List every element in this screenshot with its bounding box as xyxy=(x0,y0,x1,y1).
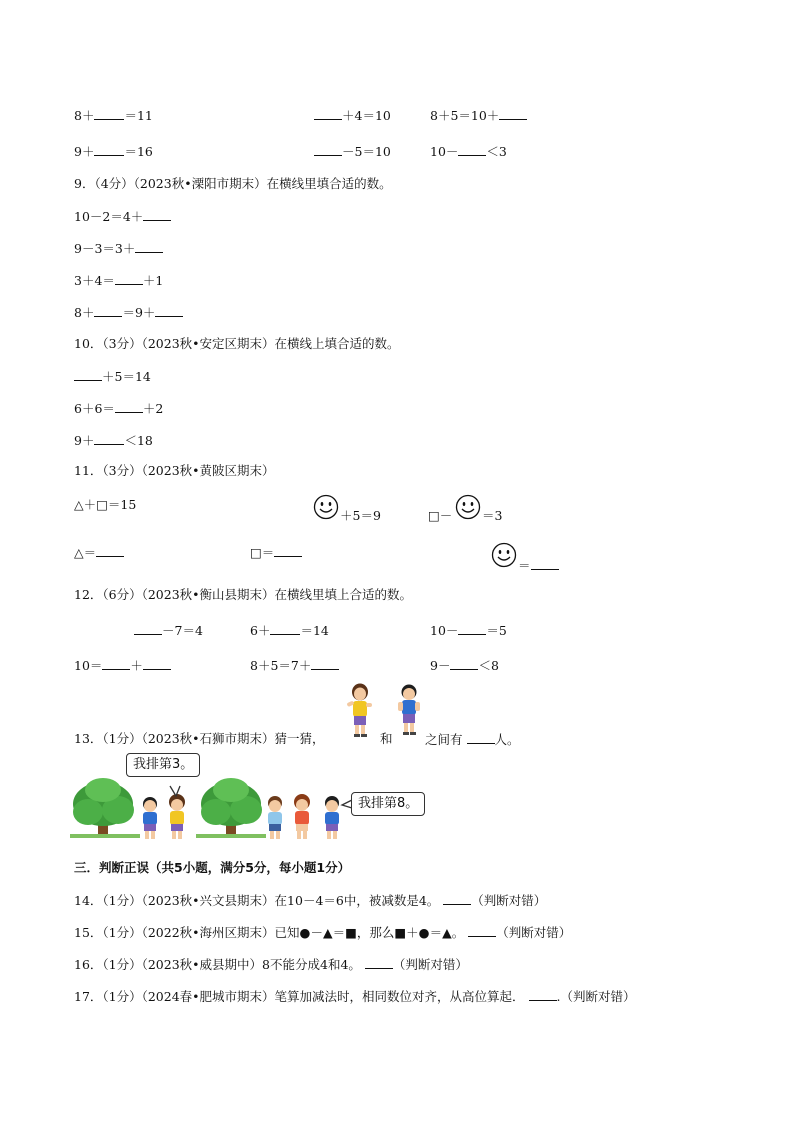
answer-blank[interactable] xyxy=(467,731,495,744)
answer-blank[interactable] xyxy=(115,400,143,413)
top-eq-6: 10－ ＜3 xyxy=(430,144,507,159)
speech-bubble-3: 我排第3。 xyxy=(126,753,200,777)
answer-blank[interactable] xyxy=(314,143,342,156)
answer-blank[interactable] xyxy=(74,368,102,381)
q14: 14．（1分）（2023秋•兴文县期末）在10－4＝6中，被减数是4。 （判断对错） xyxy=(74,893,547,908)
q10-eq-2: 6＋6＝ ＋2 xyxy=(74,401,164,416)
q11-title: 11．（3分）（2023秋•黄陂区期末） xyxy=(74,463,275,478)
queue-illustration xyxy=(70,752,450,844)
q12-title: 12．（6分）（2023秋•衡山县期末）在横线里填上合适的数。 xyxy=(74,587,413,602)
answer-blank[interactable] xyxy=(499,107,527,120)
answer-blank[interactable] xyxy=(94,107,124,120)
q12-eq-1: －7＝4 xyxy=(134,622,203,639)
answer-blank[interactable] xyxy=(94,304,122,317)
answer-blank[interactable] xyxy=(94,432,124,445)
q9-eq-1: 10－2＝4＋ xyxy=(74,208,171,225)
q11-ans-1: △＝ xyxy=(74,544,124,561)
q9-eq-3: 3＋4＝ ＋1 xyxy=(74,273,164,288)
q11-eq-2: ＋5＝9 xyxy=(340,508,381,523)
top-eq-3: 8＋5＝10＋ xyxy=(430,107,527,124)
answer-blank[interactable] xyxy=(450,657,478,670)
answer-blank[interactable] xyxy=(115,272,143,285)
q11-eq-3a: □－ xyxy=(428,508,453,523)
section-heading: 三．判断正误（共5小题，满分5分，每小题1分） xyxy=(74,860,351,875)
top-eq-1: 8＋ ＝11 xyxy=(74,108,153,123)
q11-eq-3b: ＝3 xyxy=(482,508,503,523)
answer-blank[interactable] xyxy=(96,544,124,557)
answer-blank[interactable] xyxy=(102,657,130,670)
q10-eq-1: ＋5＝14 xyxy=(74,368,151,385)
q12-eq-5: 8＋5＝7＋ xyxy=(250,657,339,674)
q11-ans-2: □＝ xyxy=(250,544,302,561)
answer-blank[interactable] xyxy=(531,557,559,570)
answer-blank[interactable] xyxy=(270,622,300,635)
q9-eq-4: 8＋ ＝9＋ xyxy=(74,304,183,321)
answer-blank[interactable] xyxy=(468,924,496,937)
speech-bubble-8: 我排第8。 xyxy=(351,792,425,816)
answer-blank[interactable] xyxy=(155,304,183,317)
q16: 16．（1分）（2023秋•威县期中）8不能分成4和4。 （判断对错） xyxy=(74,957,468,972)
smiley-face-icon xyxy=(455,494,481,520)
q13-and: 和 xyxy=(380,731,393,746)
q17: 17．（1分）（2024春•肥城市期末）笔算加减法时，相同数位对齐，从高位算起． .（判断对错） xyxy=(74,989,636,1004)
q12-eq-3: 10－ ＝5 xyxy=(430,623,507,638)
q12-eq-2: 6＋ ＝14 xyxy=(250,623,329,638)
q12-eq-6: 9－ ＜8 xyxy=(430,658,499,673)
answer-blank[interactable] xyxy=(458,622,486,635)
boy-figure-icon xyxy=(395,683,423,737)
top-eq-4: 9＋ ＝16 xyxy=(74,144,153,159)
q10-eq-3: 9＋ ＜18 xyxy=(74,433,153,448)
q13-title: 13．（1分）（2023秋•石狮市期末）猜一猜， xyxy=(74,731,325,746)
q13-between: 之间有 人。 xyxy=(425,732,520,747)
top-eq-2: ＋4＝10 xyxy=(314,107,391,124)
answer-blank[interactable] xyxy=(311,657,339,670)
top-eq-5: －5＝10 xyxy=(314,143,391,160)
answer-blank[interactable] xyxy=(143,657,171,670)
answer-blank[interactable] xyxy=(365,956,393,969)
q15: 15．（1分）（2022秋•海州区期末）已知●－▲＝■，那么■＋●＝▲。 （判断对错） xyxy=(74,925,572,940)
smiley-face-icon xyxy=(491,542,517,568)
answer-blank[interactable] xyxy=(458,143,486,156)
answer-blank[interactable] xyxy=(134,622,162,635)
answer-blank[interactable] xyxy=(94,143,124,156)
q10-title: 10．（3分）（2023秋•安定区期末）在横线上填合适的数。 xyxy=(74,336,400,351)
answer-blank[interactable] xyxy=(529,988,557,1001)
answer-blank[interactable] xyxy=(443,892,471,905)
smiley-face-icon xyxy=(313,494,339,520)
q12-eq-4: 10＝ ＋ xyxy=(74,657,171,674)
answer-blank[interactable] xyxy=(314,107,342,120)
q11-eq-1: △＋□＝15 xyxy=(74,497,137,512)
q9-eq-2: 9－3＝3＋ xyxy=(74,240,163,257)
answer-blank[interactable] xyxy=(143,208,171,221)
answer-blank[interactable] xyxy=(135,240,163,253)
q9-title: 9．（4分）（2023秋•溧阳市期末）在横线里填合适的数。 xyxy=(74,176,392,191)
answer-blank[interactable] xyxy=(274,544,302,557)
q11-ans-3: ＝ xyxy=(518,557,559,574)
girl-figure-icon xyxy=(344,683,376,739)
